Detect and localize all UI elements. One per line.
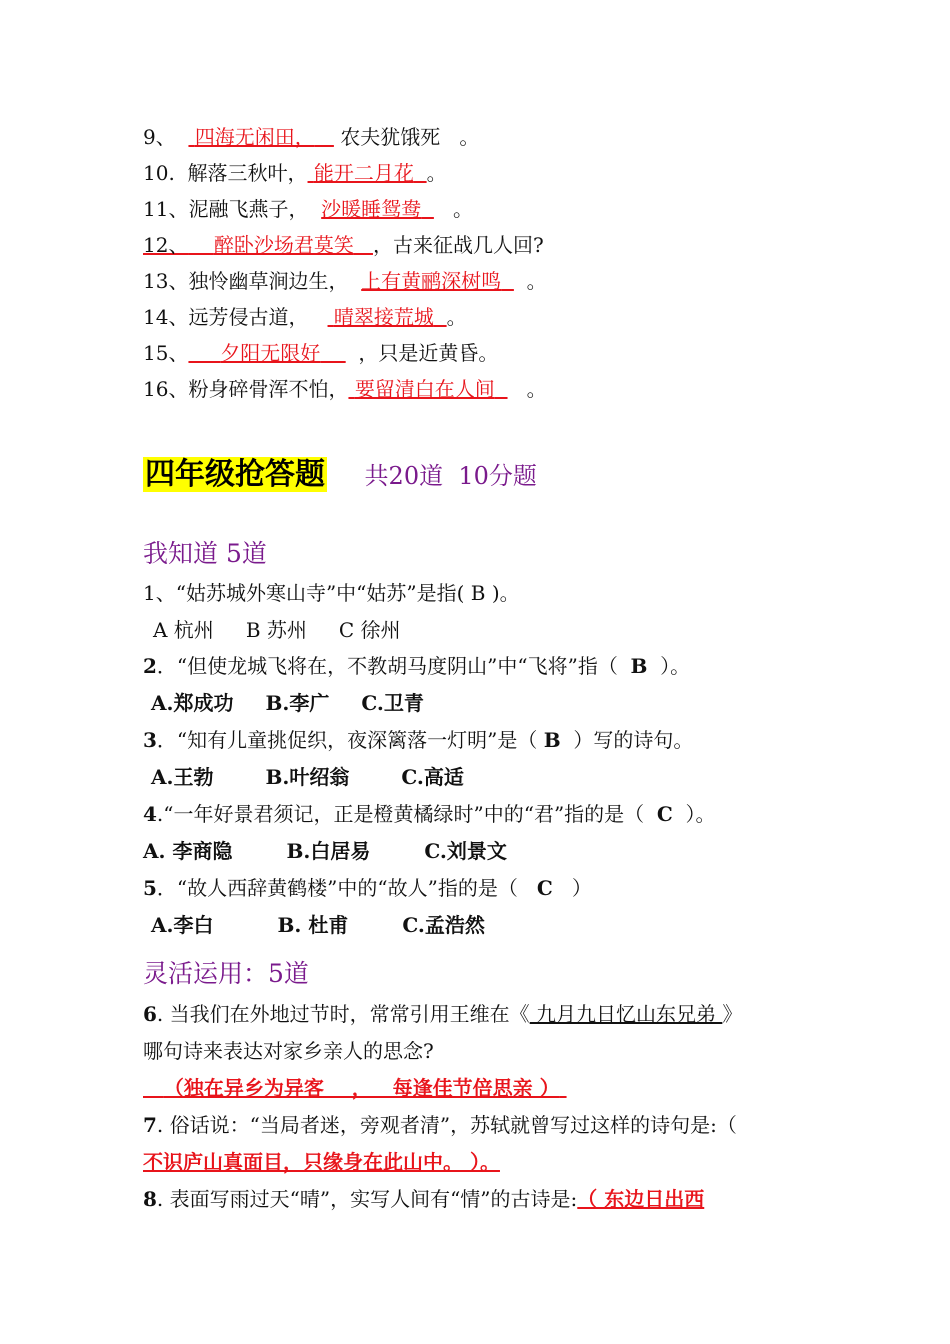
fill-item-14: 14、远芳侵古道， 晴翠接荒城 。 (143, 305, 467, 329)
question-6: 6. 当我们在外地过节时，常常引用王维在《 九月九日忆山东兄弟 》 (143, 1002, 743, 1026)
answer: 四海无闲田， (194, 125, 315, 149)
question-5-options: A.李白 B. 杜甫 C.孟浩然 (151, 913, 485, 937)
question-6-answer: （独在异乡为异客 ， 每逢佳节倍思亲 ） (163, 1076, 560, 1100)
heading-subtitle: 共20道 10分题 (364, 462, 537, 490)
question-5: 5．“故人西辞黄鹤楼”中的“故人”指的是（ C ） (143, 876, 592, 900)
answer: 要留清白在人间 (354, 377, 495, 401)
fill-item-13: 13、独怜幽草涧边生， 上有黄鹂深树鸣 。 (143, 269, 547, 293)
answer: 12、 醉卧沙场君莫笑 (143, 233, 354, 257)
answer: 沙暖睡鸳鸯 (321, 197, 422, 221)
section-heading (143, 456, 537, 495)
heading-title: 四年级抢答题 (145, 457, 325, 492)
section-title-apply: 灵活运用：5道 (143, 959, 309, 988)
section-title-know: 我知道 5道 (143, 539, 267, 568)
fill-item-16: 16、粉身碎骨浑不怕， 要留清白在人间 。 (143, 377, 547, 401)
question-7-answer: 不识庐山真面目，只缘身在此山中。 ）。 (143, 1150, 500, 1174)
fill-item-12: 12、 醉卧沙场君莫笑 ，古来征战几人回? (143, 233, 544, 257)
question-8: 8. 表面写雨过天“晴”，实写人间有“情”的古诗是:（ 东边日出西 (143, 1187, 705, 1211)
fill-item-15: 15、 夕阳无限好 ，只是近黄昏。 (143, 341, 499, 365)
question-4-options: A. 李商隐 B.白居易 C.刘景文 (143, 839, 507, 863)
question-2-options: A.郑成功 B.李广 C.卫青 (151, 691, 424, 715)
fill-item-9: 9、 四海无闲田， 农夫犹饿死 。 (143, 125, 480, 149)
answer: 晴翠接荒城 (333, 305, 434, 329)
question-2: 2．“但使龙城飞将在，不教胡马度阴山”中“飞将”指（ B ）。 (143, 654, 691, 678)
question-3-options: A.王勃 B.叶绍翁 C.高适 (151, 765, 464, 789)
fill-item-10: 10. 解落三秋叶， 能开二月花 。 (143, 161, 447, 185)
question-1-options: A 杭州 B 苏州 C 徐州 (153, 618, 401, 642)
answer: 夕阳无限好 (220, 341, 321, 365)
question-4: 4.“一年好景君须记，正是橙黄橘绿时”中的“君”指的是（ C ）。 (143, 802, 716, 826)
question-3: 3．“知有儿童挑促织，夜深篱落一灯明”是（ B ）写的诗句。 (143, 728, 694, 752)
question-7: 7. 俗话说：“当局者迷，旁观者清”，苏轼就曾写过这样的诗句是:（ (143, 1113, 737, 1137)
question-6-line2: 哪句诗来表达对家乡亲人的思念? (143, 1039, 434, 1063)
answer: 能开二月花 (313, 161, 414, 185)
question-1: 1、“姑苏城外寒山寺”中“姑苏”是指( B )。 (143, 581, 520, 605)
fill-item-11: 11、泥融飞燕子， 沙暖睡鸳鸯 。 (143, 197, 473, 221)
answer: 上有黄鹂深树鸣 (361, 269, 502, 293)
